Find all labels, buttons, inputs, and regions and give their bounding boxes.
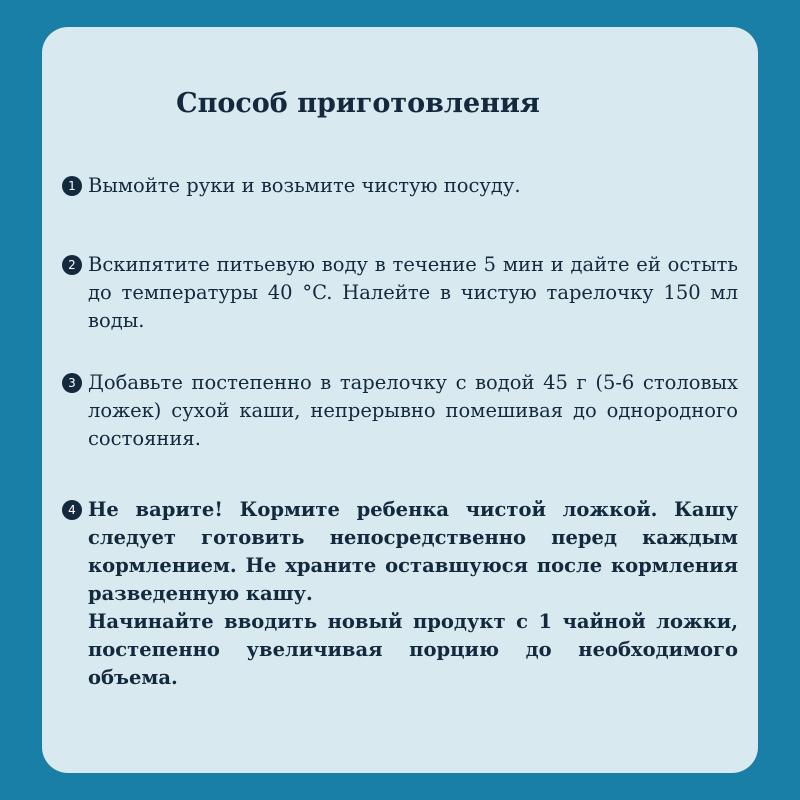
step-number-4: 4 [62, 500, 82, 520]
step-number-2: 2 [62, 255, 82, 275]
step-4 [62, 496, 738, 692]
step-text-4 [88, 496, 738, 692]
step-4-paragraph-1: Не варите! Кормите ребенка чистой ложкой. Кашу следует готовить непосредственно перед каждым кормлением. Не храните оставшуюся после кормления разведенную кашу. [88, 498, 738, 605]
step-text-2: Вскипятите питьевую воду в течение 5 мин и дайте ей остыть до температуры 40 °C. Налейте в чистую тарелочку 150 мл воды. [88, 253, 738, 332]
step-text-3: Добавьте постепенно в тарелочку с водой 45 г (5-6 столовых ложек) сухой каши, непрерывно помешивая до однородного состояния. [88, 371, 738, 450]
step-number-1: 1 [62, 176, 82, 196]
step-4-paragraph-2: Начинайте вводить новый продукт с 1 чайной ложки, постепенно увеличивая порцию до необходимого объема. [88, 610, 738, 689]
step-1 [62, 172, 738, 200]
step-2 [62, 251, 738, 335]
step-text-1: Вымойте руки и возьмите чистую посуду. [88, 174, 521, 197]
step-number-3: 3 [62, 373, 82, 393]
page-title: Способ приготовления [176, 88, 540, 119]
step-3 [62, 369, 738, 453]
